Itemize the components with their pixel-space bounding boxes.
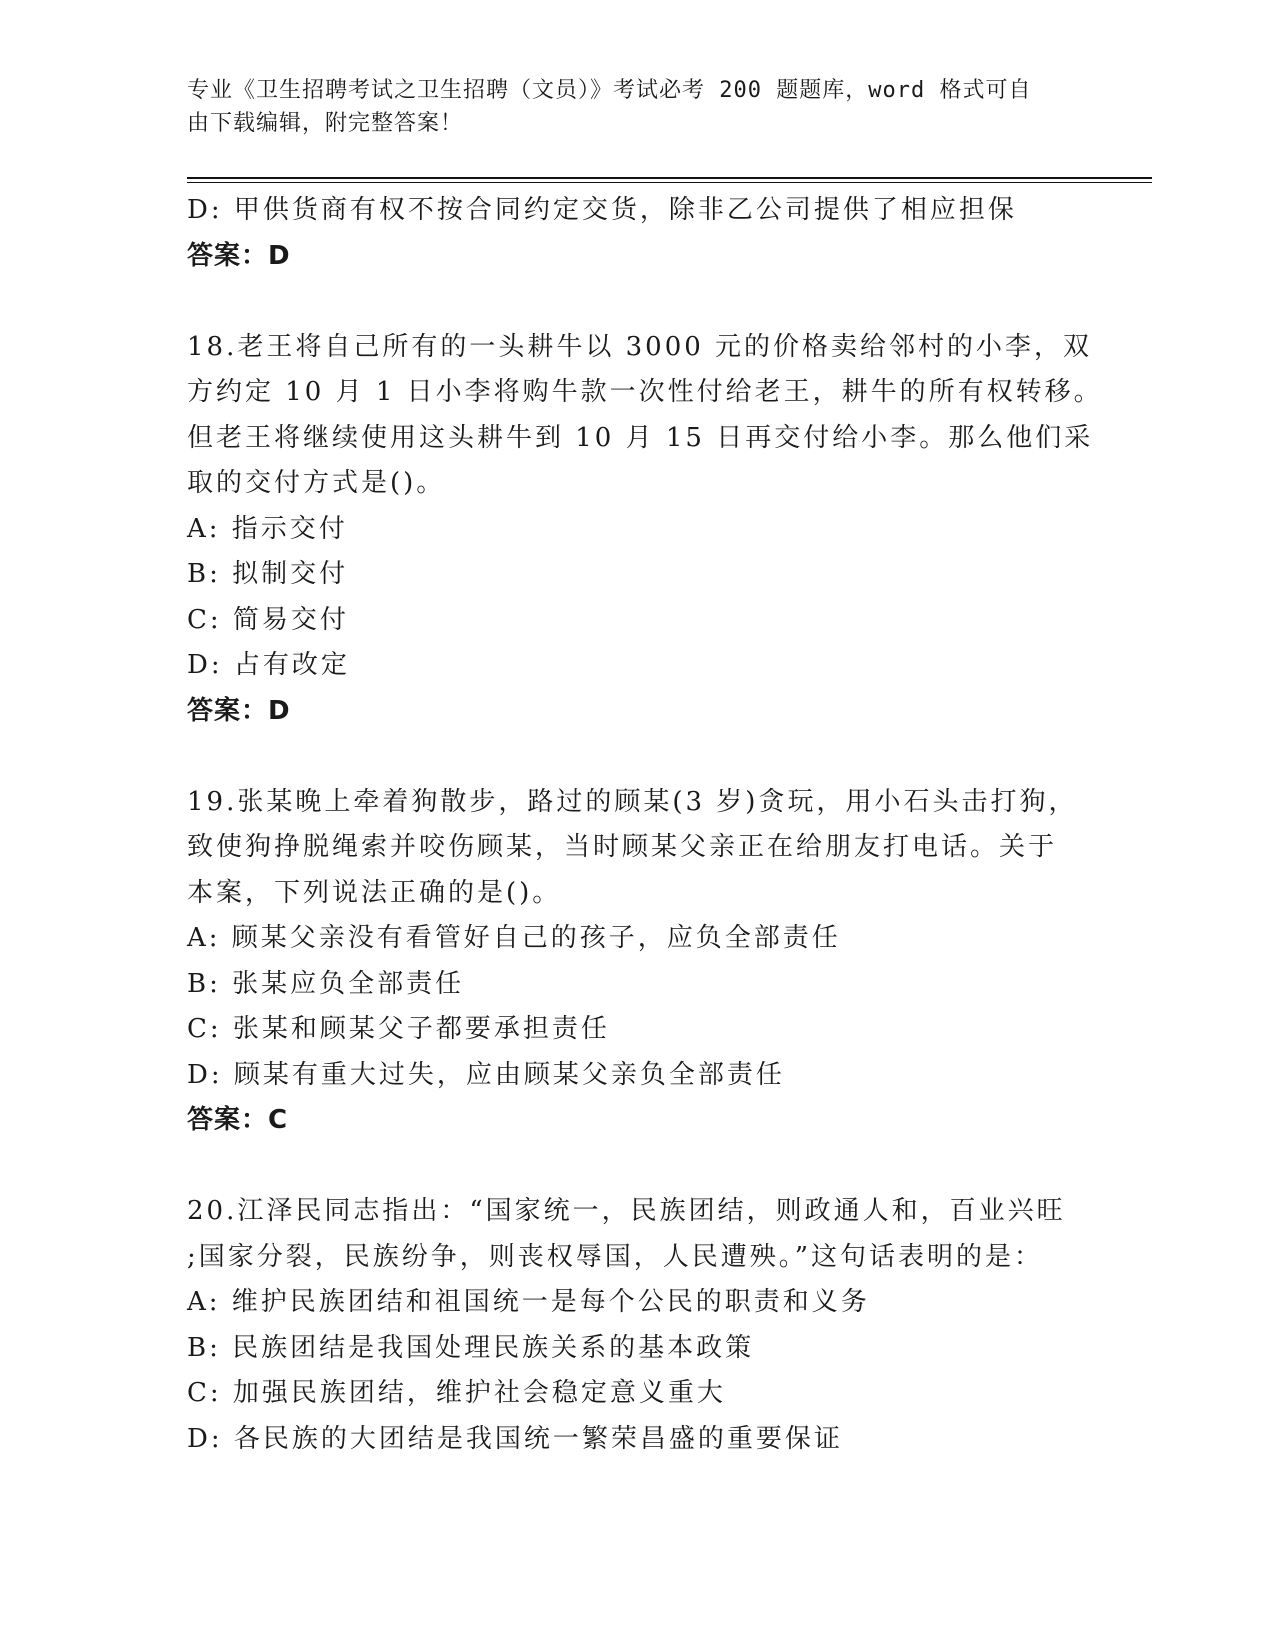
spacer — [187, 279, 1087, 325]
header-rule-thick — [187, 177, 1152, 179]
option-a: A: 维护民族团结和祖国统一是每个公民的职责和义务 — [187, 1287, 870, 1317]
option-a: A: 指示交付 — [187, 513, 348, 544]
question-stem-line: ;国家分裂，民族纷争，则丧权辱国，人民遭殃。”这句话表明的是： — [187, 1241, 1044, 1272]
option-c: C: 张某和顾某父子都要承担责任 — [187, 1014, 610, 1044]
question-stem-line: 致使狗挣脱绳索并咬伤顾某，当时顾某父亲正在给朋友打电话。关于 — [187, 832, 1058, 862]
question-stem-line: 方约定 10 月 1 日小李将购牛款一次性付给老王，耕牛的所有权转移。 — [187, 377, 1103, 407]
question-18 — [187, 325, 1103, 735]
question-stem-line: 取的交付方式是()。 — [187, 468, 446, 498]
question-stem-line: 但老王将继续使用这头耕牛到 10 月 15 日再交付给小李。那么他们采 — [187, 422, 1094, 453]
option-c: C: 简易交付 — [187, 604, 349, 635]
question-stem-line: 19.张某晚上牵着狗散步，路过的顾某(3 岁)贪玩，用小石头击打狗， — [187, 786, 1078, 817]
spacer — [187, 1144, 1087, 1190]
option-b: B: 张某应负全部责任 — [187, 968, 465, 999]
header-rule-thin — [187, 182, 1152, 183]
previous-question-tail — [187, 188, 1087, 279]
option-d: D: 占有改定 — [187, 650, 350, 680]
question-stem-line: 20.江泽民同志指出：“国家统一，民族团结，则政通人和，百业兴旺 — [187, 1196, 1066, 1226]
answer-line: 答案：D — [187, 695, 291, 726]
spacer — [187, 734, 1087, 780]
question-stem-line: 本案，下列说法正确的是()。 — [187, 877, 562, 908]
header-line-1: 专业《卫生招聘考试之卫生招聘（文员）》考试必考 200 题题库，word 格式可自 — [187, 78, 1032, 103]
question-20 — [187, 1189, 1087, 1462]
option-b: B: 拟制交付 — [187, 559, 349, 589]
option-a: A: 顾某父亲没有看管好自己的孩子，应负全部责任 — [187, 923, 841, 953]
option-b: B: 民族团结是我国处理民族关系的基本政策 — [187, 1332, 755, 1363]
document-body — [187, 188, 1103, 1462]
option-c: C: 加强民族团结，维护社会稳定意义重大 — [187, 1378, 726, 1408]
answer-line: 答案：C — [187, 1105, 289, 1135]
option-d: D: 顾某有重大过失，应由顾某父亲负全部责任 — [187, 1059, 785, 1090]
header-line-2: 由下载编辑，附完整答案！ — [187, 111, 464, 136]
question-stem-line: 18.老王将自己所有的一头耕牛以 3000 元的价格卖给邻村的小李，双 — [187, 331, 1093, 362]
document-header — [187, 74, 1067, 140]
answer-line: 答案：D — [187, 240, 291, 271]
option-d: D: 各民族的大团结是我国统一繁荣昌盛的重要保证 — [187, 1423, 843, 1454]
question-19 — [187, 780, 1087, 1144]
option-d: D: 甲供货商有权不按合同约定交货，除非乙公司提供了相应担保 — [187, 195, 1017, 225]
